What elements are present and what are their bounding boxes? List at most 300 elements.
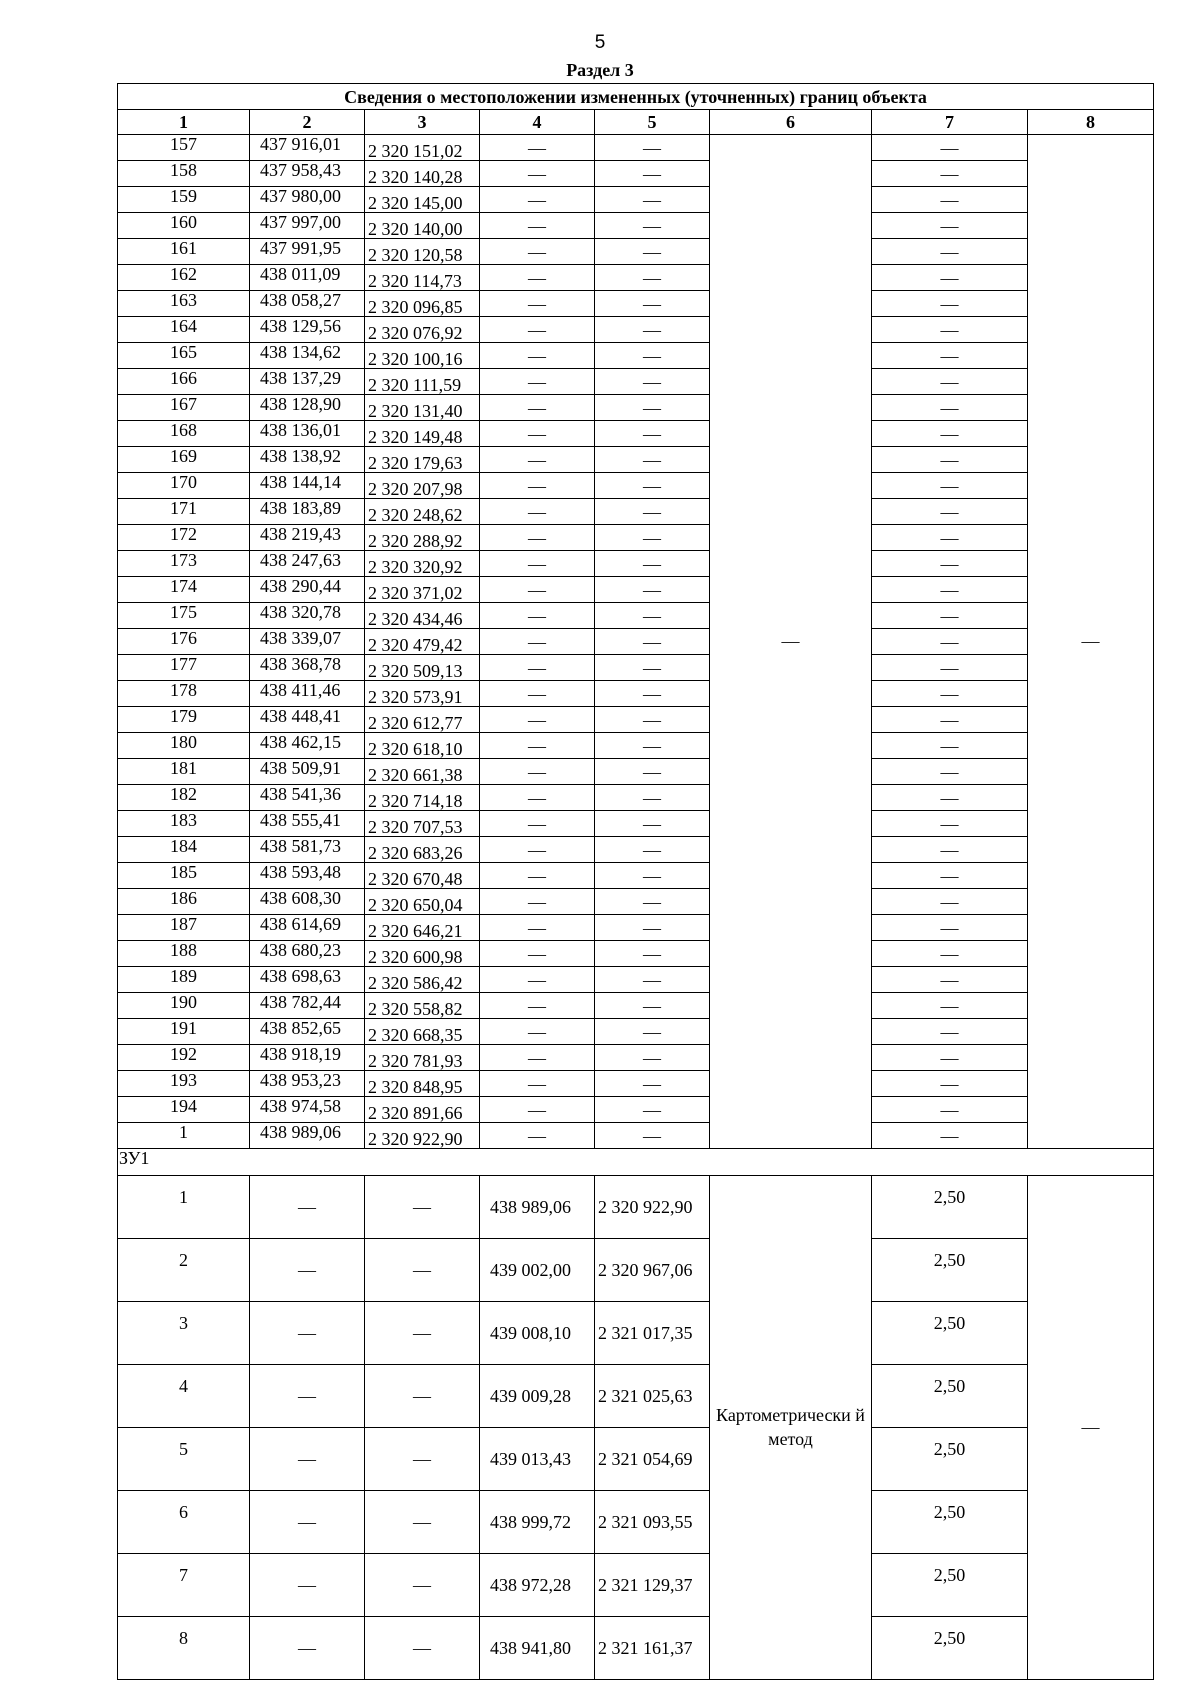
- table-row: [118, 1617, 1154, 1680]
- coord-y-cell: 2 320 207,98: [365, 473, 480, 499]
- coord-y-cell: 2 320 145,00: [365, 187, 480, 213]
- dash-cell: —: [595, 265, 710, 291]
- column-number: 2: [250, 110, 365, 135]
- table-row: [118, 1045, 1154, 1071]
- coord-x-cell: 438 183,89: [250, 499, 365, 525]
- point-number-cell: 167: [118, 395, 250, 421]
- table-row: [118, 551, 1154, 577]
- table-row: [118, 603, 1154, 629]
- coord-y-cell: 2 320 683,26: [365, 837, 480, 863]
- column-number: 3: [365, 110, 480, 135]
- dash-cell: —: [872, 187, 1028, 213]
- dash-cell: —: [480, 811, 595, 837]
- table-row: [118, 1491, 1154, 1554]
- coord-y-cell: 2 321 093,55: [595, 1491, 710, 1554]
- column-number: 4: [480, 110, 595, 135]
- table-row: [118, 369, 1154, 395]
- point-number-cell: 175: [118, 603, 250, 629]
- column-number: 8: [1028, 110, 1154, 135]
- coord-x-cell: 438 541,36: [250, 785, 365, 811]
- point-number-cell: 191: [118, 1019, 250, 1045]
- dash-cell: —: [872, 447, 1028, 473]
- dash-cell: —: [595, 187, 710, 213]
- point-number-cell: 182: [118, 785, 250, 811]
- dash-cell: —: [595, 161, 710, 187]
- dash-cell: —: [480, 577, 595, 603]
- dash-cell: —: [480, 187, 595, 213]
- dash-cell: —: [480, 941, 595, 967]
- dash-cell: —: [365, 1176, 480, 1239]
- point-number-cell: 176: [118, 629, 250, 655]
- point-number-cell: 173: [118, 551, 250, 577]
- dash-cell: —: [480, 967, 595, 993]
- dash-cell: —: [872, 161, 1028, 187]
- table-row: [118, 135, 1154, 161]
- dash-cell: —: [250, 1302, 365, 1365]
- table-row: [118, 811, 1154, 837]
- point-number-cell: 188: [118, 941, 250, 967]
- point-number-cell: 178: [118, 681, 250, 707]
- point-number-cell: 172: [118, 525, 250, 551]
- point-number-cell: 184: [118, 837, 250, 863]
- dash-cell: —: [595, 967, 710, 993]
- dash-cell: —: [480, 369, 595, 395]
- dash-cell: —: [595, 317, 710, 343]
- table-row: [118, 213, 1154, 239]
- dash-cell: —: [480, 1019, 595, 1045]
- coord-x-cell: 437 916,01: [250, 135, 365, 161]
- coord-y-cell: 2 321 054,69: [595, 1428, 710, 1491]
- dash-cell: —: [595, 759, 710, 785]
- coord-x-cell: 438 953,23: [250, 1071, 365, 1097]
- dash-cell: —: [595, 1045, 710, 1071]
- coord-y-cell: 2 320 479,42: [365, 629, 480, 655]
- table-row: [118, 1097, 1154, 1123]
- coord-y-cell: 2 320 320,92: [365, 551, 480, 577]
- table-row: [118, 967, 1154, 993]
- coord-x-cell: 438 320,78: [250, 603, 365, 629]
- dash-cell: —: [595, 863, 710, 889]
- table-row: [118, 1428, 1154, 1491]
- coord-y-cell: 2 320 131,40: [365, 395, 480, 421]
- point-number-cell: 164: [118, 317, 250, 343]
- coord-x-cell: 438 462,15: [250, 733, 365, 759]
- dash-cell: —: [250, 1617, 365, 1680]
- dash-cell: —: [480, 343, 595, 369]
- dash-cell: —: [872, 499, 1028, 525]
- table-row: [118, 473, 1154, 499]
- column-number: 6: [710, 110, 872, 135]
- table-row: [118, 993, 1154, 1019]
- table-row: [118, 421, 1154, 447]
- table-row: [118, 889, 1154, 915]
- coord-x-cell: 438 144,14: [250, 473, 365, 499]
- table-row: [118, 447, 1154, 473]
- coord-x-cell: 438 138,92: [250, 447, 365, 473]
- dash-cell: —: [595, 447, 710, 473]
- point-number-cell: 170: [118, 473, 250, 499]
- dash-cell: —: [872, 317, 1028, 343]
- coord-y-cell: 2 320 573,91: [365, 681, 480, 707]
- table-row: [118, 239, 1154, 265]
- table-caption: Сведения о местоположении измененных (уточненных) границ объекта: [118, 84, 1154, 110]
- coord-x-cell: 438 608,30: [250, 889, 365, 915]
- dash-cell: —: [480, 889, 595, 915]
- point-number-cell: 7: [118, 1554, 250, 1617]
- dash-cell: —: [872, 135, 1028, 161]
- dash-cell: —: [250, 1428, 365, 1491]
- coord-x-cell: 438 941,80: [480, 1617, 595, 1680]
- dash-cell: —: [365, 1554, 480, 1617]
- dash-cell: —: [872, 343, 1028, 369]
- dash-cell: —: [595, 291, 710, 317]
- coord-y-cell: 2 320 891,66: [365, 1097, 480, 1123]
- coord-x-cell: 438 219,43: [250, 525, 365, 551]
- table-row: [118, 655, 1154, 681]
- dash-cell: —: [595, 681, 710, 707]
- coord-x-cell: 439 008,10: [480, 1302, 595, 1365]
- coord-y-cell: 2 320 600,98: [365, 941, 480, 967]
- table-row: [118, 1554, 1154, 1617]
- dash-cell: —: [595, 135, 710, 161]
- dash-cell: —: [595, 1071, 710, 1097]
- dash-cell: —: [480, 447, 595, 473]
- point-number-cell: 159: [118, 187, 250, 213]
- table-row: [118, 1239, 1154, 1302]
- point-number-cell: 160: [118, 213, 250, 239]
- coord-x-cell: 438 852,65: [250, 1019, 365, 1045]
- dash-cell: —: [480, 759, 595, 785]
- dash-cell: —: [595, 343, 710, 369]
- table-row: [118, 681, 1154, 707]
- coord-x-cell: 438 509,91: [250, 759, 365, 785]
- table-row: [118, 161, 1154, 187]
- page-number: 5: [594, 32, 606, 53]
- coord-x-cell: 438 448,41: [250, 707, 365, 733]
- table-row: [118, 1302, 1154, 1365]
- table-row: [118, 187, 1154, 213]
- point-number-cell: 1: [118, 1176, 250, 1239]
- dash-cell: —: [595, 941, 710, 967]
- point-number-cell: 158: [118, 161, 250, 187]
- dash-cell: —: [480, 161, 595, 187]
- table-row: [118, 343, 1154, 369]
- point-number-cell: 2: [118, 1239, 250, 1302]
- section-title: Раздел 3: [566, 60, 634, 80]
- coord-y-cell: 2 320 434,46: [365, 603, 480, 629]
- group-label: ЗУ1: [118, 1149, 1154, 1176]
- dash-cell: —: [480, 733, 595, 759]
- dash-cell: —: [480, 291, 595, 317]
- dash-cell: —: [595, 785, 710, 811]
- point-number-cell: 186: [118, 889, 250, 915]
- point-number-cell: 179: [118, 707, 250, 733]
- coord-y-cell: 2 320 650,04: [365, 889, 480, 915]
- column-number: 7: [872, 110, 1028, 135]
- coord-x-cell: 438 411,46: [250, 681, 365, 707]
- dash-cell: —: [595, 525, 710, 551]
- dash-cell: —: [872, 525, 1028, 551]
- accuracy-cell: 2,50: [872, 1239, 1028, 1302]
- dash-cell: —: [872, 629, 1028, 655]
- table-row: [118, 1019, 1154, 1045]
- table-row: [118, 1176, 1154, 1239]
- dash-cell: —: [250, 1491, 365, 1554]
- dash-cell: —: [480, 1045, 595, 1071]
- dash-cell: —: [872, 421, 1028, 447]
- coord-y-cell: 2 320 922,90: [365, 1123, 480, 1149]
- dash-cell: —: [595, 915, 710, 941]
- accuracy-cell: 2,50: [872, 1176, 1028, 1239]
- coord-x-cell: 438 368,78: [250, 655, 365, 681]
- point-number-cell: 189: [118, 967, 250, 993]
- coord-x-cell: 437 991,95: [250, 239, 365, 265]
- table-row: [118, 577, 1154, 603]
- coord-x-cell: 438 614,69: [250, 915, 365, 941]
- dash-cell: —: [480, 681, 595, 707]
- dash-cell: —: [595, 889, 710, 915]
- dash-cell: —: [250, 1554, 365, 1617]
- point-number-cell: 190: [118, 993, 250, 1019]
- dash-cell: —: [595, 239, 710, 265]
- table-row: [118, 1071, 1154, 1097]
- table-row: [118, 499, 1154, 525]
- accuracy-cell: 2,50: [872, 1302, 1028, 1365]
- dash-cell: —: [480, 603, 595, 629]
- coord-x-cell: 438 782,44: [250, 993, 365, 1019]
- dash-cell: —: [595, 421, 710, 447]
- point-number-cell: 6: [118, 1491, 250, 1554]
- coord-y-cell: 2 321 017,35: [595, 1302, 710, 1365]
- dash-cell: —: [595, 837, 710, 863]
- point-number-cell: 163: [118, 291, 250, 317]
- dash-cell: —: [480, 395, 595, 421]
- table-row: [118, 1123, 1154, 1149]
- point-number-cell: 177: [118, 655, 250, 681]
- coord-y-cell: 2 320 612,77: [365, 707, 480, 733]
- coord-y-cell: 2 320 668,35: [365, 1019, 480, 1045]
- coord-y-cell: 2 320 140,28: [365, 161, 480, 187]
- coord-x-cell: 438 974,58: [250, 1097, 365, 1123]
- dash-cell: —: [480, 655, 595, 681]
- coord-x-cell: 438 593,48: [250, 863, 365, 889]
- coord-y-cell: 2 320 114,73: [365, 265, 480, 291]
- point-number-cell: 174: [118, 577, 250, 603]
- dash-cell: —: [872, 551, 1028, 577]
- coord-x-cell: 438 999,72: [480, 1491, 595, 1554]
- dash-cell: —: [872, 369, 1028, 395]
- dash-cell: —: [480, 629, 595, 655]
- coord-x-cell: 438 972,28: [480, 1554, 595, 1617]
- table-row: [118, 1365, 1154, 1428]
- point-number-cell: 8: [118, 1617, 250, 1680]
- point-number-cell: 193: [118, 1071, 250, 1097]
- coord-y-cell: 2 320 967,06: [595, 1239, 710, 1302]
- dash-cell: —: [595, 473, 710, 499]
- coord-y-cell: 2 321 129,37: [595, 1554, 710, 1617]
- dash-cell: —: [595, 551, 710, 577]
- dash-cell: —: [365, 1365, 480, 1428]
- coord-x-cell: 438 698,63: [250, 967, 365, 993]
- dash-cell: —: [365, 1491, 480, 1554]
- table-row: [118, 759, 1154, 785]
- dash-cell: —: [872, 395, 1028, 421]
- point-number-cell: 166: [118, 369, 250, 395]
- coord-y-cell: 2 320 151,02: [365, 135, 480, 161]
- dash-cell: —: [595, 629, 710, 655]
- accuracy-cell: 2,50: [872, 1428, 1028, 1491]
- dash-cell: —: [480, 421, 595, 447]
- coord-y-cell: 2 320 100,16: [365, 343, 480, 369]
- dash-cell: —: [872, 733, 1028, 759]
- dash-cell: —: [595, 733, 710, 759]
- point-number-cell: 187: [118, 915, 250, 941]
- table-row: [118, 837, 1154, 863]
- coord-x-cell: 438 137,29: [250, 369, 365, 395]
- dash-cell: —: [872, 473, 1028, 499]
- dash-cell: —: [365, 1302, 480, 1365]
- table-row: [118, 863, 1154, 889]
- coord-x-cell: 438 136,01: [250, 421, 365, 447]
- point-number-cell: 194: [118, 1097, 250, 1123]
- coord-y-cell: 2 320 558,82: [365, 993, 480, 1019]
- coord-x-cell: 437 997,00: [250, 213, 365, 239]
- coord-x-cell: 437 980,00: [250, 187, 365, 213]
- coord-y-cell: 2 320 661,38: [365, 759, 480, 785]
- coord-x-cell: 438 058,27: [250, 291, 365, 317]
- dash-cell: —: [480, 915, 595, 941]
- table-row: [118, 915, 1154, 941]
- coord-y-cell: 2 320 149,48: [365, 421, 480, 447]
- dash-cell: —: [872, 1071, 1028, 1097]
- point-number-cell: 162: [118, 265, 250, 291]
- dash-cell: —: [480, 213, 595, 239]
- dash-cell: —: [872, 1019, 1028, 1045]
- dash-cell: —: [595, 811, 710, 837]
- point-number-cell: 5: [118, 1428, 250, 1491]
- dash-cell: —: [595, 499, 710, 525]
- coord-x-cell: 438 989,06: [480, 1176, 595, 1239]
- table-row: [118, 395, 1154, 421]
- dash-cell: —: [480, 317, 595, 343]
- point-number-cell: 4: [118, 1365, 250, 1428]
- coord-y-cell: 2 320 248,62: [365, 499, 480, 525]
- dash-cell: —: [872, 915, 1028, 941]
- coord-x-cell: 439 002,00: [480, 1239, 595, 1302]
- table-row: [118, 291, 1154, 317]
- dash-cell: —: [480, 707, 595, 733]
- method-merged-cell: —: [710, 135, 872, 1149]
- note-merged-cell: —: [1028, 135, 1154, 1149]
- dash-cell: —: [480, 551, 595, 577]
- coord-y-cell: 2 320 707,53: [365, 811, 480, 837]
- dash-cell: —: [872, 213, 1028, 239]
- dash-cell: —: [365, 1617, 480, 1680]
- dash-cell: —: [480, 1123, 595, 1149]
- accuracy-cell: 2,50: [872, 1554, 1028, 1617]
- point-number-cell: 180: [118, 733, 250, 759]
- coord-y-cell: 2 320 646,21: [365, 915, 480, 941]
- dash-cell: —: [480, 785, 595, 811]
- dash-cell: —: [595, 993, 710, 1019]
- dash-cell: —: [480, 473, 595, 499]
- dash-cell: —: [872, 681, 1028, 707]
- dash-cell: —: [595, 707, 710, 733]
- dash-cell: —: [480, 239, 595, 265]
- note-merged-cell: —: [1028, 1176, 1154, 1680]
- coord-y-cell: 2 320 714,18: [365, 785, 480, 811]
- accuracy-cell: 2,50: [872, 1617, 1028, 1680]
- coord-x-cell: 438 581,73: [250, 837, 365, 863]
- coord-x-cell: 438 918,19: [250, 1045, 365, 1071]
- coord-x-cell: 438 129,56: [250, 317, 365, 343]
- coord-x-cell: 438 128,90: [250, 395, 365, 421]
- coord-y-cell: 2 320 848,95: [365, 1071, 480, 1097]
- dash-cell: —: [872, 811, 1028, 837]
- dash-cell: —: [872, 941, 1028, 967]
- dash-cell: —: [480, 837, 595, 863]
- table-row: [118, 733, 1154, 759]
- coord-y-cell: 2 320 120,58: [365, 239, 480, 265]
- coord-y-cell: 2 320 509,13: [365, 655, 480, 681]
- coord-y-cell: 2 320 076,92: [365, 317, 480, 343]
- dash-cell: —: [595, 603, 710, 629]
- dash-cell: —: [872, 655, 1028, 681]
- coord-y-cell: 2 320 922,90: [595, 1176, 710, 1239]
- dash-cell: —: [480, 1097, 595, 1123]
- coord-y-cell: 2 320 371,02: [365, 577, 480, 603]
- coord-y-cell: 2 320 670,48: [365, 863, 480, 889]
- dash-cell: —: [595, 577, 710, 603]
- column-number-row: [118, 110, 1154, 135]
- dash-cell: —: [250, 1176, 365, 1239]
- point-number-cell: 157: [118, 135, 250, 161]
- dash-cell: —: [872, 707, 1028, 733]
- dash-cell: —: [480, 499, 595, 525]
- column-number: 1: [118, 110, 250, 135]
- point-number-cell: 1: [118, 1123, 250, 1149]
- dash-cell: —: [250, 1365, 365, 1428]
- dash-cell: —: [595, 1097, 710, 1123]
- dash-cell: —: [872, 291, 1028, 317]
- coord-y-cell: 2 320 111,59: [365, 369, 480, 395]
- coord-x-cell: 439 013,43: [480, 1428, 595, 1491]
- coord-x-cell: 438 680,23: [250, 941, 365, 967]
- point-number-cell: 169: [118, 447, 250, 473]
- coord-y-cell: 2 320 179,63: [365, 447, 480, 473]
- table-row: [118, 317, 1154, 343]
- coord-y-cell: 2 320 288,92: [365, 525, 480, 551]
- point-number-cell: 183: [118, 811, 250, 837]
- table-row: [118, 265, 1154, 291]
- dash-cell: —: [480, 265, 595, 291]
- table-row: [118, 785, 1154, 811]
- coord-x-cell: 438 555,41: [250, 811, 365, 837]
- dash-cell: —: [595, 213, 710, 239]
- dash-cell: —: [872, 837, 1028, 863]
- dash-cell: —: [872, 577, 1028, 603]
- column-number: 5: [595, 110, 710, 135]
- dash-cell: —: [872, 967, 1028, 993]
- dash-cell: —: [480, 863, 595, 889]
- coord-x-cell: 438 339,07: [250, 629, 365, 655]
- coord-x-cell: 438 989,06: [250, 1123, 365, 1149]
- dash-cell: —: [365, 1428, 480, 1491]
- coord-y-cell: 2 320 586,42: [365, 967, 480, 993]
- dash-cell: —: [872, 993, 1028, 1019]
- dash-cell: —: [480, 135, 595, 161]
- dash-cell: —: [480, 525, 595, 551]
